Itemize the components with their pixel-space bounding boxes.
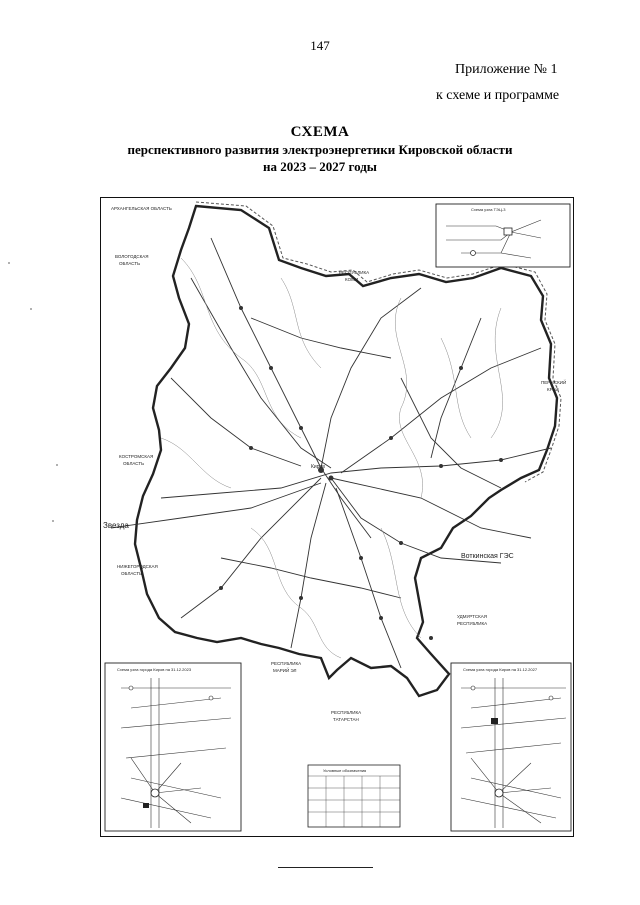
scan-dot bbox=[8, 262, 10, 264]
label-vologda-1: ВОЛОГОДСКАЯ bbox=[115, 254, 149, 259]
label-udmurtia-1: УДМУРТСКАЯ bbox=[457, 614, 487, 619]
inset-2027-title: Схема узла города Киров на 31.12.2027 bbox=[463, 667, 538, 672]
substations bbox=[219, 306, 503, 640]
inset-kirov-2023 bbox=[105, 663, 241, 831]
label-udmurtia-2: РЕСПУБЛИКА bbox=[457, 621, 488, 626]
label-komi-1: РЕСПУБЛИКА bbox=[339, 270, 370, 275]
label-vologda-2: ОБЛАСТЬ bbox=[119, 261, 141, 266]
document-title bbox=[0, 124, 640, 175]
label-perm-1: ПЕРМСКИЙ bbox=[541, 380, 567, 385]
scan-dot bbox=[56, 464, 58, 466]
label-votkinsk: Воткинская ГЭС bbox=[461, 553, 514, 560]
label-tatarstan-1: РЕСПУБЛИКА bbox=[331, 710, 362, 715]
label-nizhny-1: НИЖЕГОРОДСКАЯ bbox=[117, 564, 158, 569]
title-line-2: перспективного развития электроэнергетики Кировской области bbox=[127, 142, 513, 157]
scan-dot bbox=[30, 308, 32, 310]
power-grid-map bbox=[100, 197, 574, 837]
map-drawing bbox=[101, 198, 575, 838]
title-main: СХЕМА bbox=[290, 124, 350, 140]
label-perm-2: КРАЙ bbox=[547, 387, 559, 392]
label-komi-2: КОМИ bbox=[345, 277, 359, 282]
map-legend bbox=[308, 765, 400, 827]
label-mari-2: МАРИЙ ЭЛ bbox=[273, 668, 297, 673]
scan-dot bbox=[52, 520, 54, 522]
label-kostroma-1: КОСТРОМСКАЯ bbox=[119, 454, 154, 459]
label-nizhny-2: ОБЛАСТЬ bbox=[121, 571, 143, 576]
label-kirov: Киров bbox=[311, 464, 325, 470]
inset-tec3-title: Схема узла ТЭЦ-3 bbox=[471, 207, 506, 212]
region-labels bbox=[111, 206, 566, 722]
inset-tec3 bbox=[436, 204, 570, 267]
appendix-sub-label: к схеме и программе bbox=[436, 88, 560, 103]
label-kostroma-2: ОБЛАСТЬ bbox=[123, 461, 145, 466]
inset-2023-title: Схема узла города Киров на 31.12.2023 bbox=[117, 667, 192, 672]
footer-rule bbox=[278, 867, 373, 868]
appendix-label: Приложение № 1 bbox=[455, 62, 558, 77]
legend-title: Условные обозначения bbox=[323, 768, 367, 773]
title-line-3: на 2023 – 2027 годы bbox=[263, 159, 377, 174]
inset-kirov-2027 bbox=[451, 663, 571, 831]
label-zvezda: Звезда bbox=[103, 521, 129, 530]
label-tatarstan-2: ТАТАРСТАН bbox=[333, 717, 359, 722]
page-number: 147 bbox=[310, 38, 330, 53]
power-lines bbox=[111, 238, 551, 668]
label-mari-1: РЕСПУБЛИКА bbox=[271, 661, 302, 666]
label-arkhangelsk: АРХАНГЕЛЬСКАЯ ОБЛАСТЬ bbox=[111, 206, 172, 211]
